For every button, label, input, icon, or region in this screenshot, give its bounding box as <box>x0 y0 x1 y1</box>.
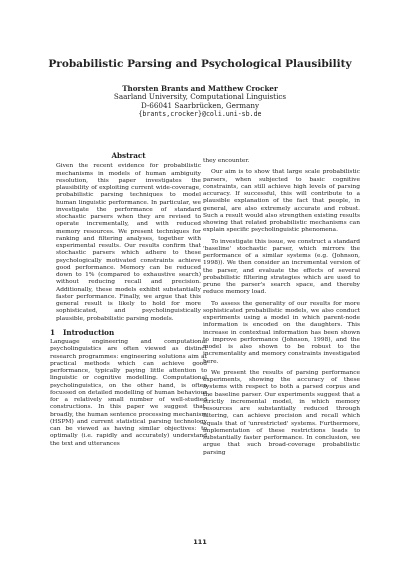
abstract-text: Given the recent evidence for probabilistic mechanisms in models of human ambiguity resolution, this paper investigates the plausibility of exploiting current wide-coverage, probabilistic parsing techniques to model human linguistic performance. In particular, we investigate the performance of standard stochastic parsers when they are revised to operate incrementally, and with reduced memory resources. We present techniques for ranking and filtering analyses, together with experimental results. Our results confirm that stochastic parsers which adhere to these psychologically motivated constraints achieve good performance. Memory can be reduced down to 1% (compared to exhaustive search) without reducing recall and precision. Additionally, these models exhibit substantially faster performance. Finally, we argue that this general result is likely to hold for more sophisticated, and psycholinguistically plausible, probabilistic parsing models. <box>56 163 201 322</box>
introduction-paragraph: Language engineering and computational psycholinguistics are often viewed as distinct research programmes: engineering solutions aim at practical methods which can achieve good performance, typically paying little attention to linguistic or cognitive modelling. Computational psycholinguistics, on the other hand, is often focussed on detailed modelling of human behaviour for a relatively small number of well-studied constructions. In this paper we suggest that, broadly, the human sentence processing mechanism (HSPM) and current statistical parsing technology can be viewed as having similar objectives: to optimally (i.e. rapidly and accurately) understand the text and utterances <box>50 339 207 447</box>
paragraph-3: To investigate this issue, we construct a standard 'baseline' stochastic parser, which mirrors the performance of a similar systems (e.g. (Johnson, 1998)). We then consider an incremental version of the parser, and evaluate the effects of several probabilistic filtering strategies which are used to prune the parser's search space, and thereby reduce memory load. <box>203 238 360 296</box>
email: {brants,crocker}@coli.uni-sb.de <box>138 110 262 119</box>
affiliation: Saarland University, Computational Linguistics <box>113 92 287 102</box>
address: D-66041 Saarbrücken, Germany <box>140 100 260 110</box>
abstract-heading: Abstract <box>111 151 146 160</box>
author-names: Thorsten Brants and Matthew Crocker <box>122 84 278 93</box>
section-number: 1 <box>50 327 56 337</box>
paragraph-2: Our aim is to show that large scale probabilistic parsers, when subjected to basic cognitive constraints, can still achieve high levels of parsing accuracy. If successful, this will contribute to a plausible explanation of the fact that people, in general, are also extremely accurate and robust. Such a result would also strengthen existing results showing that related probabilistic mechanisms can explain specific psycholinguistic phenomena. <box>203 169 360 234</box>
author-block <box>0 85 400 119</box>
right-column <box>203 158 360 461</box>
paragraph-1: they encounter. <box>203 158 250 164</box>
left-column <box>50 152 207 452</box>
paragraph-4: To assess the generality of our results for more sophisticated probabilistic models, we also conduct experiments using a model in which parent-node information is encoded on the daughters. This increase in contextual information has been shown to improve performance (Johnson, 1998), and the model is also shown to be robust to the incrementality and memory constraints investigated here. <box>203 300 360 365</box>
section-title: Introduction <box>63 327 115 337</box>
page-number: 111 <box>193 538 207 546</box>
paragraph-5: We present the results of parsing performance experiments, showing the accuracy of these systems with respect to both a parsed corpus and the baseline parser. Our experiments suggest that a strictly incremental model, in which memory resources are substantially reduced through filtering, can achieve precision and recall which equals that of 'unrestricted' systems. Furthermore, implementation of these restrictions leads to substantially faster performance. In conclusion, we argue that such broad-coverage probabilistic parsing <box>203 369 360 456</box>
section-heading-introduction <box>50 329 207 336</box>
paper-title: Probabilistic Parsing and Psychological Plausibility <box>48 58 352 70</box>
